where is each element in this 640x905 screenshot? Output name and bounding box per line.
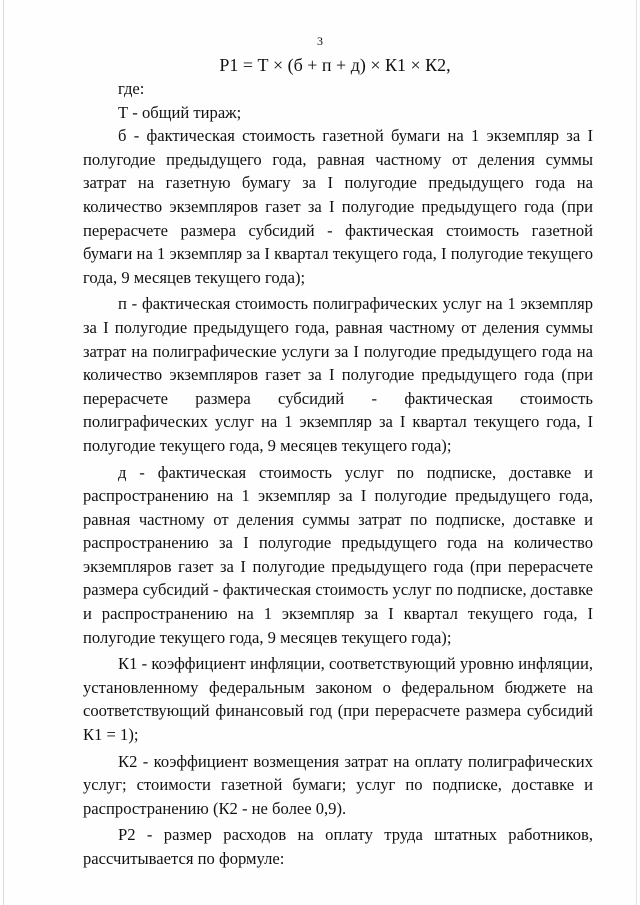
- paragraph-where: где:: [118, 79, 145, 98]
- paragraph-b-definition: б - фактическая стоимость газетной бумаги на 1 экземпляр за I полугодие предыдущего года, равная частному от деления суммы затрат на газетную бумагу за I полугодие предыдущего года на количество экземпляров газет за I полугодие предыдущего года (при перерасчете размера субсидий - фактическая стоимость газетной бумаги на 1 экземпляр за I квартал текущего года, I полугодие текущего года, 9 месяцев текущего года);: [83, 126, 593, 287]
- paragraph-t-definition: Т - общий тираж;: [118, 102, 242, 122]
- paragraph-p-definition: п - фактическая стоимость полиграфических услуг на 1 экземпляр за I полугодие предыдущего года, равная частному от деления суммы затрат на полиграфические услуги за I полугодие предыдущего года на количество экземпляров газет за I полугодие предыдущего года (при перерасчете размера субсидий - фактическая стоимость полиграфических услуг на 1 экземпляр за I квартал текущего года, I полугодие текущего года, 9 месяцев текущего года);: [83, 294, 593, 455]
- paragraph-d-definition: д - фактическая стоимость услуг по подписке, доставке и распространению на 1 экземпляр за I полугодие предыдущего года, равная частному от деления суммы затрат по подписке, доставке и распространению за I полугодие предыдущего года на количество экземпляров газет за I полугодие предыдущего года (при перерасчете размера субсидий - фактическая стоимость услуг по подписке, доставке и распространению на 1 экземпляр за I квартал текущего года, I полугодие текущего года, 9 месяцев текущего года);: [83, 462, 593, 647]
- paragraph-k2-definition: К2 - коэффициент возмещения затрат на оплату полиграфических услуг; стоимости газетной бумаги; услуг по подписке, доставке и распространению (К2 - не более 0,9).: [83, 751, 593, 818]
- page-number: 3: [317, 34, 323, 48]
- page-edge-right: [636, 0, 637, 905]
- formula-p1: Р1 = Т × (б + п + д) × К1 × К2,: [219, 55, 451, 75]
- paragraph-p2-definition: Р2 - размер расходов на оплату труда штатных работников, рассчитывается по формуле:: [83, 825, 593, 868]
- document-body: [83, 77, 593, 871]
- paragraph-k1-definition: К1 - коэффициент инфляции, соответствующий уровню инфляции, установленному федеральным законом о федеральном бюджете на соответствующий финансовый год (при перерасчете размера субсидий К1 = 1);: [83, 654, 593, 745]
- page-edge-left: [3, 0, 4, 905]
